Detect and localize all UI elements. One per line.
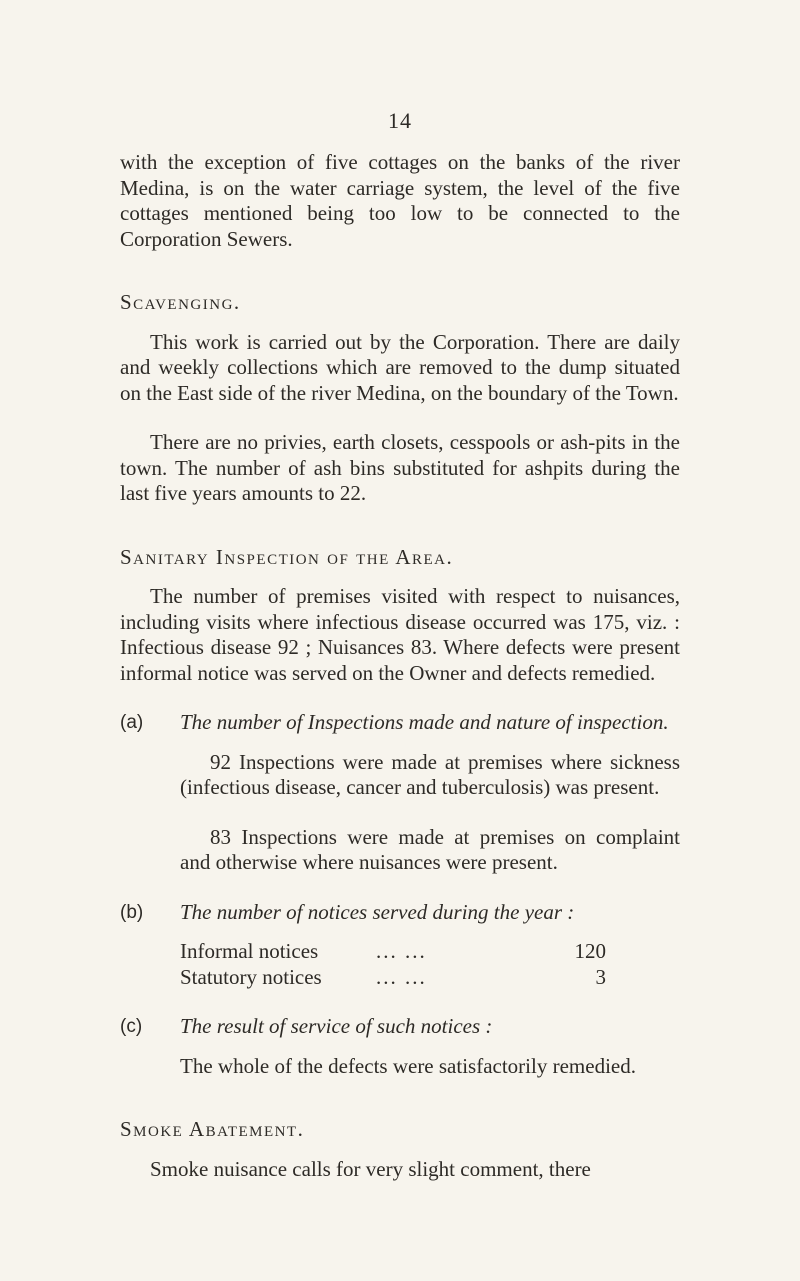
item-a-paragraph-2: 83 Inspections were made at premises on complaint and otherwise where nuisances were present.: [180, 824, 680, 874]
notice-label: Informal notices: [180, 939, 319, 963]
item-c-title: The result of service of such notices :: [180, 1014, 493, 1038]
scavenging-heading: Scavenging.: [120, 290, 241, 314]
sanitary-inspection-heading: Sanitary Inspection of the Area.: [120, 544, 454, 569]
item-b-letter: (b): [120, 901, 144, 923]
page-body: [120, 150, 680, 1182]
notice-row-statutory: [120, 965, 680, 991]
item-c-paragraph: The whole of the defects were satisfactorily remedied.: [180, 1053, 636, 1078]
notice-value: 120: [574, 939, 606, 963]
notice-dots: ... ...: [376, 964, 427, 989]
sanitary-inspection-paragraph: The number of premises visited with respect to nuisances, including visits where infectious disease occurred was 175, viz. : Infectious disease 92 ; Nuisances 83. Where defects were present informal notice was served on the Owner and defects remedied.: [120, 584, 680, 685]
notice-row-informal: [120, 939, 680, 965]
item-a-paragraph-1: 92 Inspections were made at premises where sickness (infectious disease, cancer and tuberculosis) was present.: [180, 749, 680, 799]
smoke-abatement-paragraph: Smoke nuisance calls for very slight comment, there: [150, 1156, 591, 1181]
scavenging-paragraph-1: This work is carried out by the Corporation. There are daily and weekly collections which are removed to the dump situated on the East side of the river Medina, on the boundary of the Town.: [120, 329, 680, 405]
item-a: [120, 710, 680, 876]
page-number: 14: [388, 108, 412, 133]
intro-paragraph: with the exception of five cottages on the banks of the river Medina, is on the water carriage system, the level of the five cottages mentioned being too low to be connected to the Corporation Sewers.: [120, 150, 680, 251]
item-c: [120, 1014, 680, 1040]
notice-value: 3: [595, 964, 606, 989]
notice-label: Statutory notices: [180, 964, 322, 989]
item-c-letter: (c): [120, 1016, 143, 1037]
item-b: [120, 900, 680, 926]
item-b-title: The number of notices served during the year :: [180, 899, 575, 924]
smoke-abatement-heading: Smoke Abatement.: [120, 1117, 305, 1141]
item-a-title: The number of Inspections made and nature of inspection.: [180, 710, 669, 734]
notice-dots: ... ...: [376, 939, 427, 963]
scavenging-paragraph-2: There are no privies, earth closets, cesspools or ash-pits in the town. The number of ash bins substituted for ashpits during the last five years amounts to 22.: [120, 430, 680, 505]
item-a-letter: (a): [120, 712, 144, 733]
